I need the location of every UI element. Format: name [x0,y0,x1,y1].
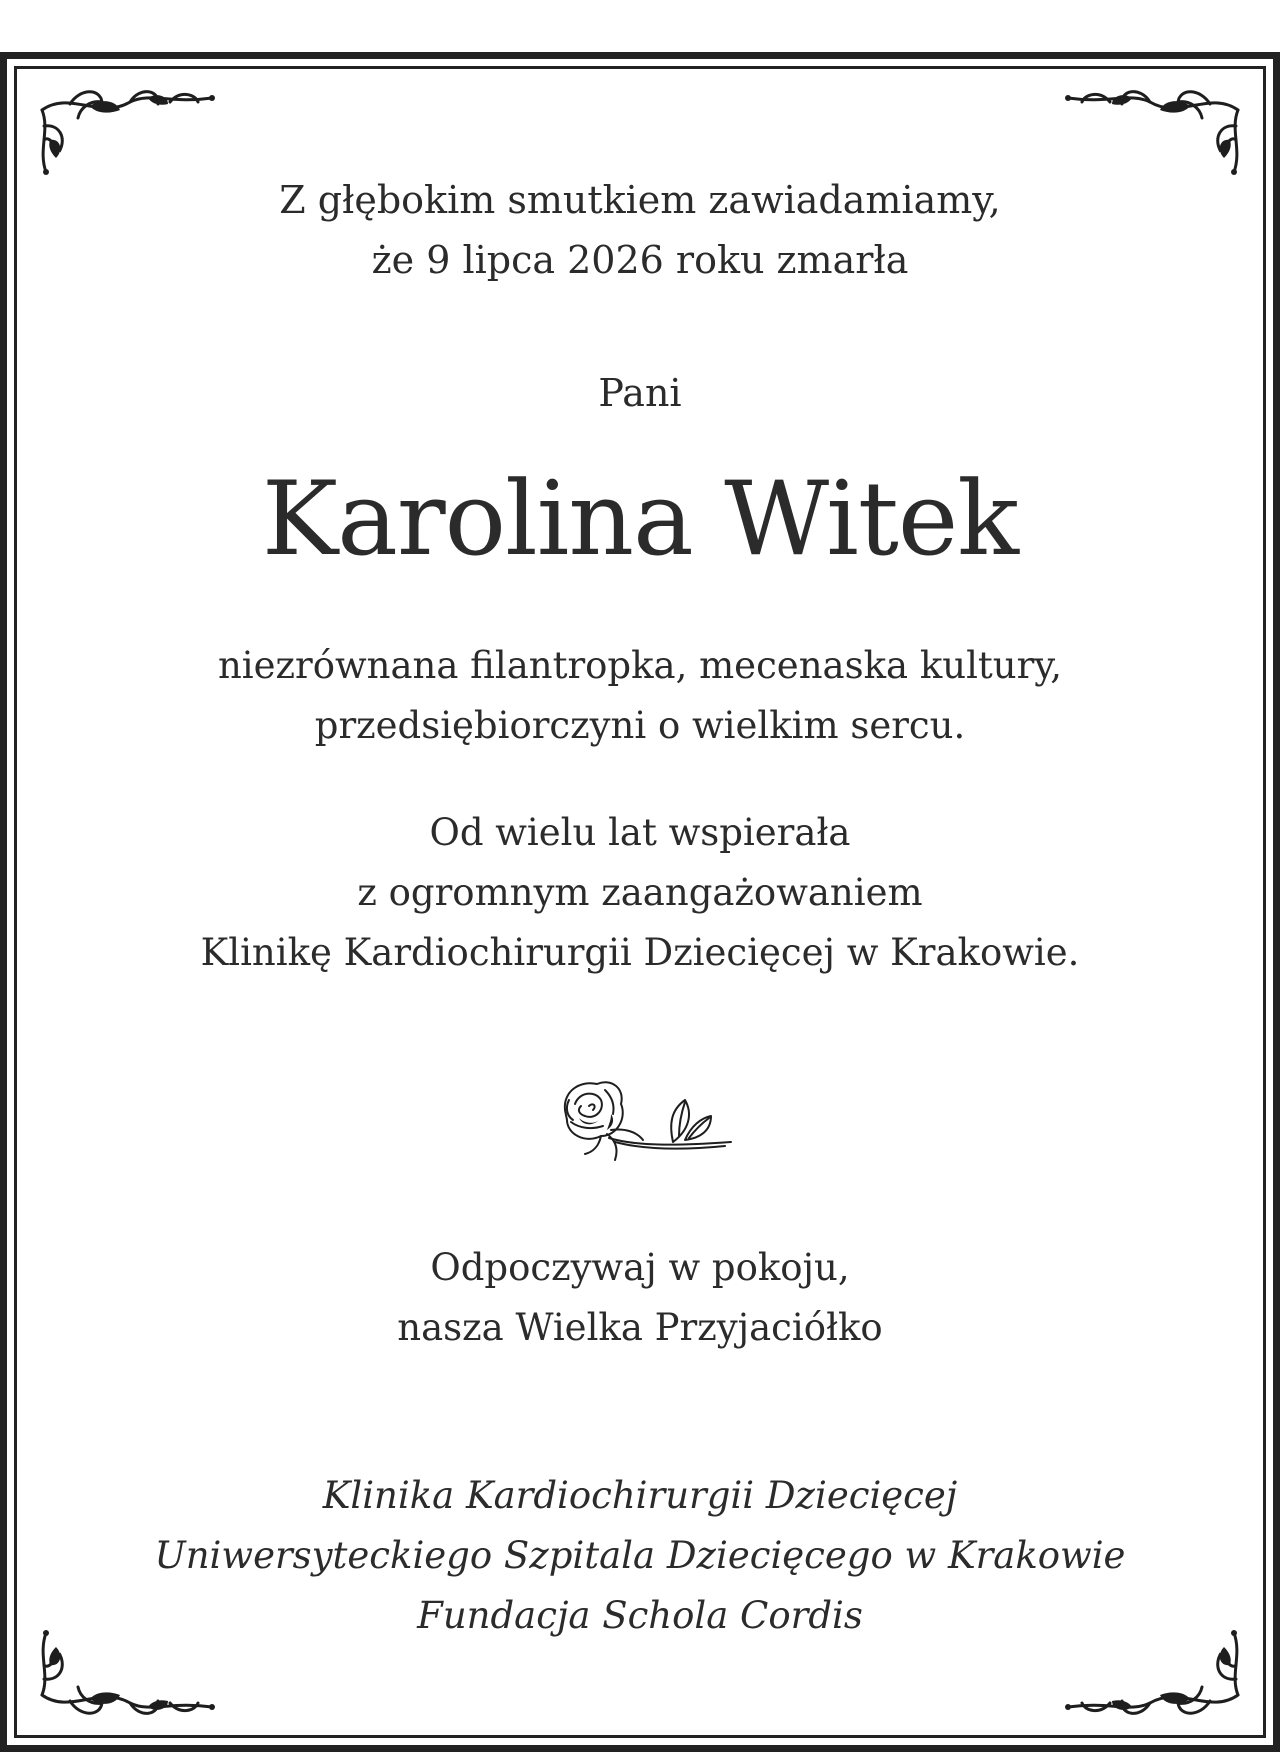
intro-line-2: że 9 lipca 2026 roku zmarła [371,238,909,282]
support-line-3: Klinikę Kardiochirurgii Dziecięcej w Krakowie. [200,931,1080,974]
announcement-intro [0,170,1280,290]
intro-line-1: Z głębokim smutkiem zawiadamiamy, [279,178,1001,222]
description-line-2: przedsiębiorczyni o wielkim sercu. [314,704,966,747]
rose-icon [545,1070,735,1180]
corner-ornament-top-left-icon [30,80,220,175]
support-line-1: Od wielu lat wspierała [429,811,851,854]
signature-block [0,1466,1280,1646]
honorific: Pani [598,371,682,415]
support-line-2: z ogromnym zaangażowaniem [357,871,923,914]
signature-line-2: Uniwersyteckiego Szpitala Dziecięcego w Krakowie [154,1534,1126,1577]
farewell-message [0,1238,1280,1358]
signature-line-3: Fundacja Schola Cordis [417,1594,863,1637]
corner-ornament-top-right-icon [1060,80,1250,175]
farewell-line-2: nasza Wielka Przyjaciółko [397,1306,883,1349]
description-line-1: niezrównana filantropka, mecenaska kultury, [217,644,1063,687]
deceased-name: Karolina Witek [261,460,1019,579]
signature-line-1: Klinika Kardiochirurgii Dziecięcej [322,1474,958,1517]
support-statement [0,803,1280,983]
farewell-line-1: Odpoczywaj w pokoju, [430,1246,850,1289]
deceased-description [0,636,1280,756]
